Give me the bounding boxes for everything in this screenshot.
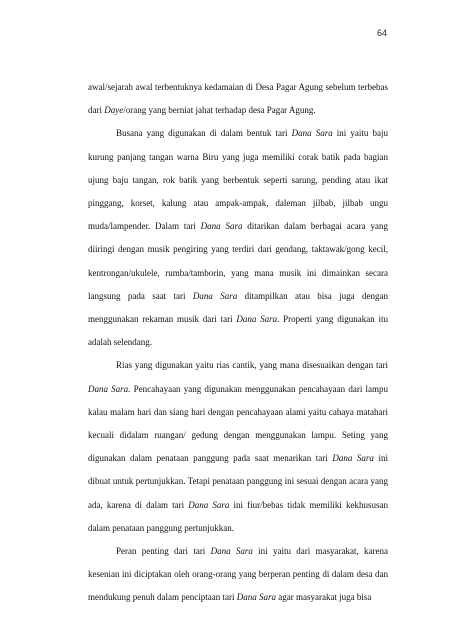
page-number: 64 bbox=[376, 28, 387, 38]
italic-term: Dana Sara bbox=[236, 592, 276, 603]
text-run: Rias yang digunakan yaitu rias cantik, yang mana disesuaikan dengan tari bbox=[116, 360, 388, 371]
italic-term: Dana Sara bbox=[210, 546, 253, 557]
italic-term: Dana Sara bbox=[200, 221, 243, 232]
text-run: . Pencahayaan yang digunakan menggunakan pencahayaan dari lampu kalau malam hari dan siang hari dengan pencahayaan alami yaitu cahaya matahari kecuali didalam ruangan/ gedung dengan menggunakan lampu. Seting yang digunakan dalam penataan panggung pada saat menarikan tari bbox=[88, 383, 388, 464]
text-run: agar masyarakat juga bisa bbox=[275, 592, 372, 603]
text-run: ini dibuat untuk pertunjukkan. Tetapi penataan panggung ini sesuai dengan acara yang ada, karena di dalam tari bbox=[88, 453, 388, 510]
italic-term: Dana Sara bbox=[291, 128, 333, 139]
italic-term: Dana Sara bbox=[236, 314, 278, 325]
body-text bbox=[88, 76, 388, 610]
text-run: Peran penting dari tari bbox=[116, 546, 211, 557]
text-run: ditarikan dalam berbagai acara yang diiringi dengan musik pengiring yang terdiri dari gendang, taktawak/gong kecil, kentrongan/ukulele, rumba/tamborin, yang mana musik ini dimainkan secara langsung pada saat tari bbox=[88, 221, 388, 301]
paragraph bbox=[88, 540, 388, 610]
italic-term: Dana Sara bbox=[332, 453, 374, 464]
text-run: . Properti yang digunakan itu adalah selendang. bbox=[88, 314, 388, 348]
text-run: Busana yang digunakan di dalam bentuk tari bbox=[116, 128, 292, 139]
italic-term: Dana Sara bbox=[188, 499, 230, 510]
paragraph bbox=[88, 76, 388, 122]
text-run: ditampilkan atau bisa juga dengan menggunakan rekaman musik dari tari bbox=[88, 290, 388, 325]
italic-term: Daye bbox=[104, 105, 124, 116]
text-run: ini yaitu dari masyarakat, karena kesenian ini diciptakan oleh orang-orang yang berperan penting di dalam desa dan mendukung penuh dalam penciptaan tari bbox=[88, 546, 388, 603]
text-run: /orang yang berniat jahat terhadap desa Pagar Agung. bbox=[123, 105, 316, 116]
paragraph bbox=[88, 122, 388, 354]
text-run: ini yaitu baju kurung panjang tangan warna Biru yang juga memiliki corak batik pada bagian ujung baju tangan, rok batik yang berbentuk seperti sarung, pending atau ikat pinggang, korset, kalung atau ampak-ampak, daleman jilbab, jilbab ungu muda/lampender. Dalam tari bbox=[88, 128, 388, 232]
paragraph bbox=[88, 354, 388, 540]
text-run: awal/sejarah awal terbentuknya kedamaian di Desa Pagar Agung sebelum terbebas dari bbox=[88, 82, 388, 116]
italic-term: Dana Sara bbox=[88, 383, 129, 394]
text-run: ini fiur/bebas tidak memiliki kekhususan dalam penataan panggung pertunjukkan. bbox=[88, 499, 388, 533]
italic-term: Dana Sara bbox=[192, 290, 238, 301]
